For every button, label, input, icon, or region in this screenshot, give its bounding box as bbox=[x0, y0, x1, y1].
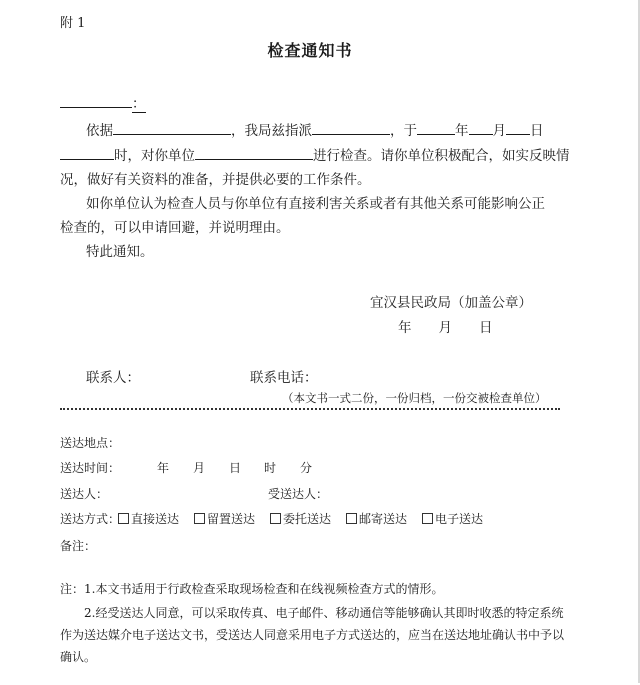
delivery-time-label: 送达时间： bbox=[60, 461, 121, 475]
salutation-colon: ： bbox=[132, 96, 146, 112]
at-text: ，于 bbox=[390, 123, 417, 139]
annex-label: 附 1 bbox=[60, 16, 86, 31]
inspector-blank[interactable] bbox=[312, 120, 390, 135]
checkbox-icon[interactable] bbox=[422, 513, 433, 524]
para1-line3: 况，做好有关资料的准备，并提供必要的工作条件。 bbox=[60, 172, 371, 188]
year-blank[interactable] bbox=[417, 120, 455, 135]
method-direct-label: 直接送达 bbox=[131, 512, 180, 526]
para1-line2 bbox=[60, 144, 570, 164]
hour-blank[interactable] bbox=[60, 145, 114, 160]
contact-phone: 联系电话： bbox=[250, 370, 318, 386]
month-blank[interactable] bbox=[469, 120, 493, 135]
cut-line bbox=[60, 408, 560, 410]
note-1: 注：1.本文书适用于行政检查采取现场检查和在线视频检查方式的情形。 bbox=[60, 582, 444, 596]
contact-person: 联系人： bbox=[86, 370, 140, 386]
remarks-label: 备注： bbox=[60, 539, 97, 553]
method-mail[interactable] bbox=[346, 510, 407, 527]
note-2-line2: 作为送达媒介电子送达文书，受送达人同意采用电子方式送达的，应当在送达地址确认书中予以 bbox=[60, 628, 565, 642]
method-lien-label: 留置送达 bbox=[207, 512, 256, 526]
according-text: 依据 bbox=[86, 123, 113, 139]
day-blank[interactable] bbox=[506, 120, 530, 135]
basis-blank[interactable] bbox=[113, 120, 231, 135]
day-text: 日 bbox=[530, 123, 544, 139]
method-lien[interactable] bbox=[194, 510, 255, 527]
time-unit-year: 年 bbox=[157, 461, 170, 475]
delivery-place: 送达地点： bbox=[60, 436, 121, 450]
salutation-line bbox=[60, 92, 146, 112]
note-2-line1: 2.经受送达人同意，可以采取传真、电子邮件、移动通信等能够确认其即时收悉的特定系统 bbox=[84, 606, 564, 620]
our-bureau-text: ，我局兹指派 bbox=[231, 123, 312, 139]
closing-text: 特此通知。 bbox=[86, 244, 154, 260]
checkbox-icon[interactable] bbox=[346, 513, 357, 524]
receiver-label: 受送达人： bbox=[268, 487, 329, 501]
time-unit-hour: 时 bbox=[264, 461, 277, 475]
time-unit-day: 日 bbox=[229, 461, 242, 475]
inspect-text: 进行检查。请你单位积极配合，如实反映情 bbox=[313, 148, 570, 164]
time-unit-minute: 分 bbox=[300, 461, 313, 475]
checkbox-icon[interactable] bbox=[194, 513, 205, 524]
note-2-line3: 确认。 bbox=[60, 650, 97, 664]
method-electronic[interactable] bbox=[422, 510, 483, 527]
method-entrusted-label: 委托送达 bbox=[283, 512, 332, 526]
method-entrusted[interactable] bbox=[270, 510, 331, 527]
checkbox-icon[interactable] bbox=[270, 513, 281, 524]
sender-label: 送达人： bbox=[60, 487, 109, 501]
delivery-method-label: 送达方式： bbox=[60, 512, 121, 526]
time-unit-month: 月 bbox=[193, 461, 206, 475]
method-mail-label: 邮寄送达 bbox=[359, 512, 408, 526]
hour-text: 时，对你单位 bbox=[114, 148, 195, 164]
issuer-date: 年 月 日 bbox=[398, 320, 493, 336]
para2-line1: 如你单位认为检查人员与你单位有直接利害关系或者有其他关系可能影响公正 bbox=[86, 196, 545, 212]
method-electronic-label: 电子送达 bbox=[435, 512, 484, 526]
year-text: 年 bbox=[455, 123, 469, 139]
checkbox-icon[interactable] bbox=[118, 513, 129, 524]
issuer-name: 宜汉县民政局（加盖公章） bbox=[370, 295, 532, 311]
month-text: 月 bbox=[492, 123, 506, 139]
unit-blank[interactable] bbox=[195, 145, 313, 160]
method-direct[interactable] bbox=[118, 510, 179, 527]
copies-note: （本文书一式二份，一份归档，一份交被检查单位） bbox=[282, 391, 547, 405]
recipient-blank[interactable] bbox=[60, 93, 132, 108]
document-title: 检查通知书 bbox=[267, 41, 353, 60]
para1-line1 bbox=[86, 119, 544, 139]
para2-line2: 检查的，可以申请回避，并说明理由。 bbox=[60, 220, 290, 236]
